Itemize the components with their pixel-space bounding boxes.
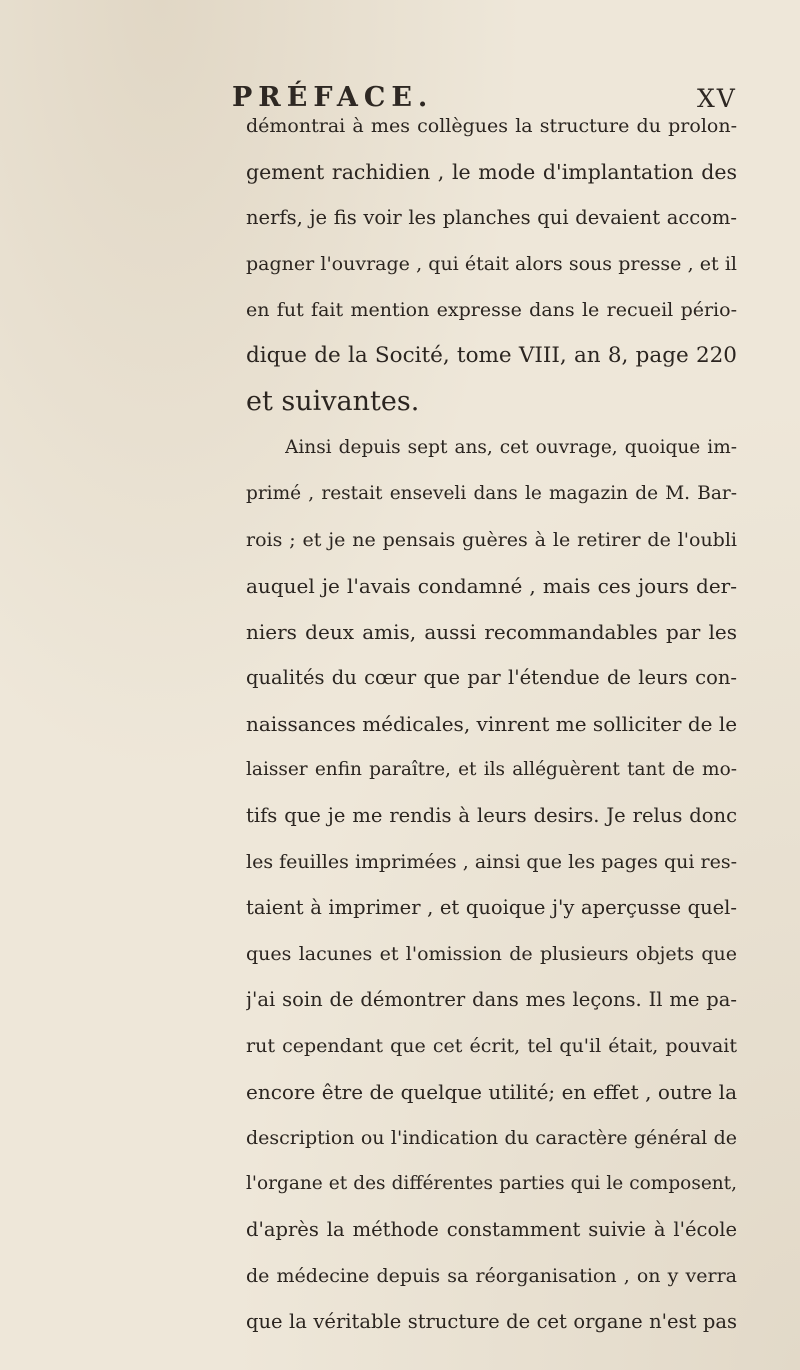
text-line: j'ai soin de démontrer dans mes leçons. Il me pa- (246, 988, 737, 1011)
text-line: tifs que je me rendis à leurs desirs. Je relus donc (246, 804, 737, 827)
text-line: les feuilles imprimées , ainsi que les pages qui res- (246, 851, 737, 873)
text-line: d'après la méthode constamment suivie à l'école (246, 1218, 737, 1241)
text-line: naissances médicales, vinrent me solliciter de le (246, 712, 737, 736)
text-line: auquel je l'avais condamné , mais ces jours der- (246, 574, 737, 598)
text-line: primé , restait enseveli dans le magazin de M. Bar- (246, 483, 737, 504)
text-line: rois ; et je ne pensais guères à le retirer de l'oubli (246, 529, 737, 551)
text-line: que la véritable structure de cet organe n'est pas (246, 1310, 737, 1333)
text-line: laisser enfin paraître, et ils alléguèrent tant de mo- (246, 759, 737, 780)
text-line: démontrai à mes collègues la structure du prolon- (246, 115, 737, 137)
text-line: taient à imprimer , et quoique j'y aperçusse quel- (246, 896, 737, 919)
text-line: en fut fait mention expresse dans le recueil pério- (246, 299, 737, 321)
text-line: de médecine depuis sa réorganisation , on y verra (246, 1265, 737, 1287)
text-line: ques lacunes et l'omission de plusieurs objets que (246, 943, 737, 965)
text-line: encore être de quelque utilité; en effet , outre la (246, 1080, 737, 1104)
text-line: niers deux amis, aussi recommandables par les (246, 620, 737, 644)
text-line: description ou l'indication du caractère général de (246, 1127, 737, 1149)
text-line: Ainsi depuis sept ans, cet ouvrage, quoique im- (285, 437, 737, 458)
text-line: l'organe et des différentes parties qui le composent, (246, 1173, 737, 1194)
page-number: XV (697, 84, 737, 113)
text-line: pagner l'ouvrage , qui était alors sous presse , et il (246, 253, 737, 275)
text-line: qualités du cœur que par l'étendue de leurs con- (246, 666, 737, 689)
text-line: dique de la Socité, tome VIII, an 8, page 220 (246, 343, 737, 368)
text-line: nerfs, je fis voir les planches qui devaient accom- (246, 206, 737, 229)
text-line: gement rachidien , le mode d'implantation des (246, 160, 737, 184)
text-line: rut cependant que cet écrit, tel qu'il était, pouvait (246, 1035, 737, 1057)
text-line: et suivantes. (246, 386, 420, 417)
running-title: PRÉFACE. (232, 82, 434, 113)
